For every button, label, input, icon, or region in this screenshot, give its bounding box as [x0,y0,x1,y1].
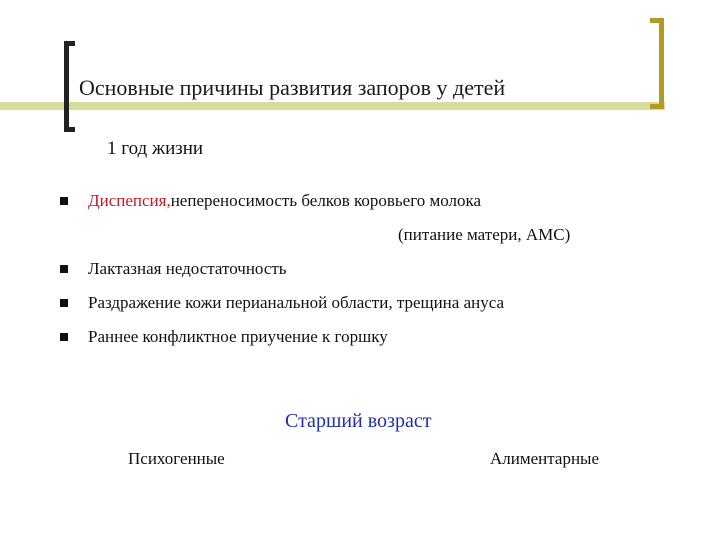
bullet-highlight: Диспепсия, [88,191,171,210]
bullet-item-skin-irritation [60,291,504,315]
right-bracket-decoration [650,18,664,109]
subtitle: 1 год жизни [107,138,204,159]
title-band [0,102,665,110]
square-bullet-icon [60,299,68,307]
category-psychogenic: Психогенные [128,449,225,468]
section-heading: Старший возраст [285,410,432,432]
bullet-text: непереносимость белков коровьего молока [170,191,482,210]
square-bullet-icon [60,197,68,205]
bullet-text: Раздражение кожи перианальной области, трещина ануса [88,293,505,312]
bullet-continuation: (питание матери, АМС) [398,225,571,244]
bullet-text: Лактазная недостаточность [88,259,287,278]
bullet-item-lactase [60,257,287,281]
bullet-item-dyspepsia [60,189,481,213]
bullet-text: Раннее конфликтное приучение к горшку [88,327,388,346]
slide-title: Основные причины развития запоров у детей [79,75,506,100]
left-bracket-decoration [64,41,75,132]
category-alimentary: Алиментарные [490,449,600,468]
square-bullet-icon [60,333,68,341]
square-bullet-icon [60,265,68,273]
bullet-item-potty-training [60,325,388,349]
